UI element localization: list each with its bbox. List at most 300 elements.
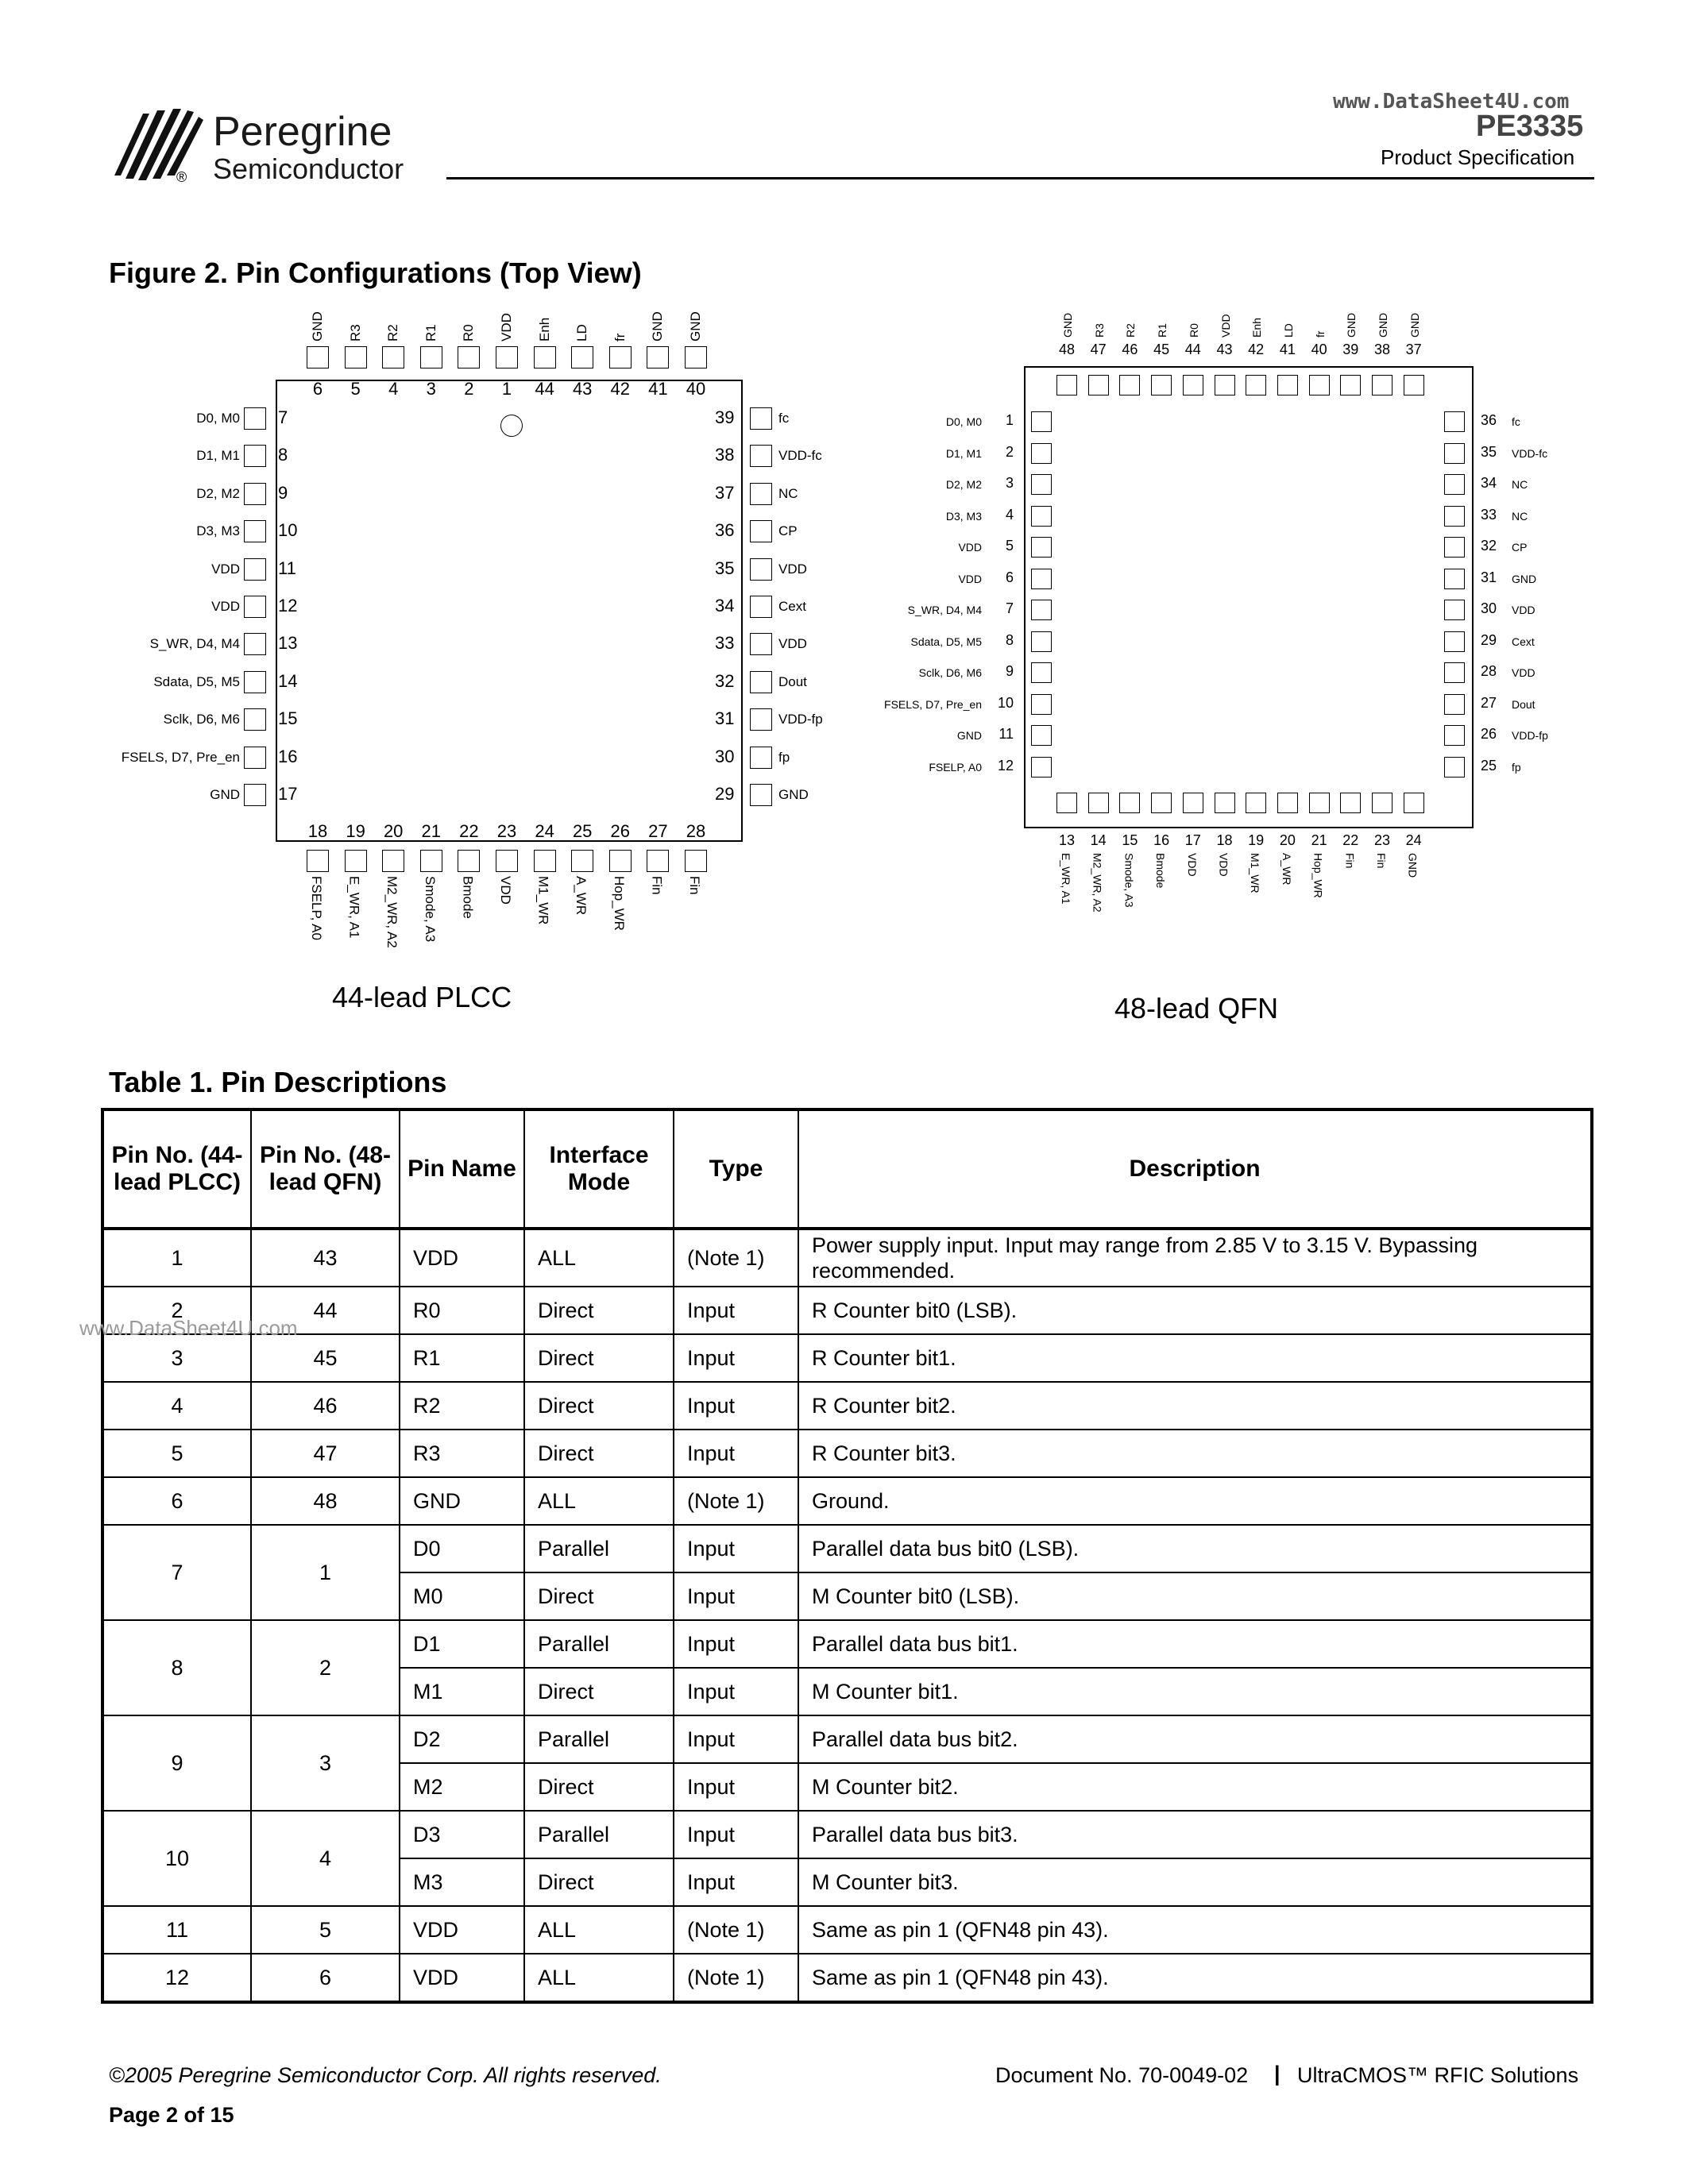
plcc-caption: 44-lead PLCC bbox=[332, 981, 512, 1013]
plcc-bottom-pin-number: 20 bbox=[383, 821, 404, 841]
cell-type: (Note 1) bbox=[674, 1477, 798, 1525]
cell-type: Input bbox=[674, 1572, 798, 1620]
plcc-right-pin-label: VDD-fp bbox=[778, 712, 823, 727]
qfn-top-pad bbox=[1340, 375, 1361, 396]
cell-description: Parallel data bus bit1. bbox=[798, 1620, 1592, 1668]
table-title: Table 1. Pin Descriptions bbox=[109, 1066, 447, 1098]
plcc-top-pin-number: 43 bbox=[572, 379, 593, 399]
qfn-right-pin-label: VDD-fp bbox=[1512, 729, 1548, 742]
plcc-bottom-pin-number: 28 bbox=[686, 821, 706, 841]
cell-description: R Counter bit2. bbox=[798, 1382, 1592, 1430]
qfn-bottom-pad bbox=[1056, 793, 1077, 813]
table-row bbox=[102, 1525, 1592, 1572]
plcc-left-pin-number: 8 bbox=[278, 445, 288, 465]
cell-pin-name: M1 bbox=[400, 1668, 524, 1715]
plcc-bottom-pin-label: Fin bbox=[649, 876, 665, 895]
qfn-bottom-pin-label: A_WR bbox=[1280, 853, 1293, 886]
qfn-top-pin-label: GND bbox=[1377, 312, 1389, 338]
plcc-right-pin-number: 37 bbox=[715, 482, 735, 503]
logo-name: Peregrine bbox=[213, 109, 392, 155]
plcc-top-pin-number: 4 bbox=[388, 379, 399, 399]
cell-pin-name: R3 bbox=[400, 1430, 524, 1477]
logo-subname: Semiconductor bbox=[213, 152, 404, 185]
cell-pin-name: D2 bbox=[400, 1715, 524, 1763]
qfn-left-pad bbox=[1031, 757, 1052, 778]
qfn-bottom-pad bbox=[1183, 793, 1203, 813]
plcc-top-pin-label: GND bbox=[650, 311, 666, 341]
plcc-top-pin-number: 2 bbox=[464, 379, 474, 399]
qfn-bottom-pin-number: 22 bbox=[1342, 832, 1359, 848]
plcc-left-pin-number: 15 bbox=[278, 708, 298, 729]
qfn-right-pin-label: VDD bbox=[1512, 604, 1535, 616]
plcc-right-pin-number: 36 bbox=[715, 520, 735, 541]
qfn-right-pin-number: 29 bbox=[1481, 631, 1497, 648]
page-number: Page 2 of 15 bbox=[109, 2103, 234, 2127]
table-row bbox=[102, 1477, 1592, 1525]
qfn-left-pin-number: 6 bbox=[1005, 569, 1014, 585]
qfn-top-pad bbox=[1119, 375, 1140, 396]
qfn-top-pad bbox=[1309, 375, 1330, 396]
plcc-right-pin-label: Cext bbox=[778, 599, 806, 614]
plcc-right-pin-label: CP bbox=[778, 523, 798, 539]
qfn-bottom-pin-number: 20 bbox=[1279, 832, 1296, 848]
plcc-right-pin-number: 39 bbox=[715, 407, 735, 427]
plcc-bottom-pin-label: FSELP, A0 bbox=[309, 876, 324, 940]
cell-description: R Counter bit1. bbox=[798, 1334, 1592, 1382]
qfn-left-pad bbox=[1031, 694, 1052, 715]
qfn-right-pad bbox=[1444, 569, 1465, 589]
plcc-top-pin-number: 5 bbox=[350, 379, 361, 399]
plcc-left-pin-label: D0, M0 bbox=[196, 411, 240, 426]
cell-pin-44: 8 bbox=[102, 1620, 251, 1715]
plcc-right-pin-number: 29 bbox=[715, 784, 735, 804]
qfn-bottom-pin-number: 13 bbox=[1058, 832, 1076, 848]
cell-pin-48: 45 bbox=[251, 1334, 400, 1382]
document-number: Document No. 70-0049-02 bbox=[995, 2063, 1249, 2087]
cell-pin-44: 5 bbox=[102, 1430, 251, 1477]
qfn-left-pad bbox=[1031, 537, 1052, 558]
qfn-bottom-pad bbox=[1404, 793, 1424, 813]
plcc-top-pin-label: R1 bbox=[423, 324, 438, 341]
cell-interface-mode: ALL bbox=[524, 1906, 674, 1954]
cell-interface-mode: Parallel bbox=[524, 1620, 674, 1668]
qfn-left-pin-label: D1, M1 bbox=[945, 446, 982, 460]
cell-interface-mode: Direct bbox=[524, 1668, 674, 1715]
qfn-top-pin-number: 40 bbox=[1311, 341, 1327, 357]
qfn-top-pad bbox=[1246, 375, 1266, 396]
plcc-top-pin-number: 6 bbox=[312, 379, 323, 399]
qfn-top-pad bbox=[1056, 375, 1077, 396]
plcc-top-pin-number: 1 bbox=[501, 379, 512, 399]
plcc-right-pin-label: Dout bbox=[778, 673, 807, 689]
qfn-top-pin-number: 41 bbox=[1279, 341, 1296, 357]
plcc-left-pin-label: D1, M1 bbox=[196, 448, 240, 464]
cell-type: Input bbox=[674, 1334, 798, 1382]
qfn-left-pad bbox=[1031, 569, 1052, 589]
plcc-bottom-pin-number: 21 bbox=[421, 821, 442, 841]
cell-type: (Note 1) bbox=[674, 1229, 798, 1287]
qfn-left-pin-number: 8 bbox=[1005, 631, 1014, 648]
cell-pin-48: 5 bbox=[251, 1906, 400, 1954]
cell-pin-name: VDD bbox=[400, 1229, 524, 1287]
cell-pin-48: 4 bbox=[251, 1811, 400, 1906]
qfn-left-pin-number: 4 bbox=[1005, 506, 1014, 523]
qfn-left-pin-label: Sclk, D6, M6 bbox=[918, 666, 982, 679]
qfn-bottom-pin-label: E_WR, A1 bbox=[1060, 853, 1072, 905]
qfn-bottom-pad bbox=[1372, 793, 1393, 813]
plcc-bottom-pin-number: 24 bbox=[535, 821, 554, 841]
qfn-top-pin-label: VDD bbox=[1219, 314, 1232, 338]
qfn-top-pad bbox=[1151, 375, 1172, 396]
qfn-left-pin-label: D0, M0 bbox=[945, 415, 982, 428]
cell-description: R Counter bit0 (LSB). bbox=[798, 1287, 1592, 1334]
plcc-right-pin-number: 34 bbox=[715, 596, 735, 615]
plcc-left-pin-label: VDD bbox=[211, 599, 240, 614]
cell-pin-48: 44 bbox=[251, 1287, 400, 1334]
cell-pin-44: 11 bbox=[102, 1906, 251, 1954]
qfn-bottom-pad bbox=[1215, 793, 1235, 813]
qfn-bottom-pin-label: Fin bbox=[1343, 853, 1357, 869]
qfn-left-pad bbox=[1031, 631, 1052, 652]
qfn-top-pad bbox=[1277, 375, 1298, 396]
qfn-bottom-pin-label: GND bbox=[1406, 853, 1420, 878]
cell-pin-44: 12 bbox=[102, 1954, 251, 2002]
cell-pin-name: GND bbox=[400, 1477, 524, 1525]
cell-pin-48: 6 bbox=[251, 1954, 400, 2002]
plcc-bottom-pin-label: M2_WR, A2 bbox=[384, 876, 400, 948]
table-row bbox=[102, 1229, 1592, 1287]
qfn-bottom-pin-number: 14 bbox=[1090, 832, 1107, 848]
product-id: PE3335 bbox=[1476, 110, 1584, 143]
qfn-bottom-pin-number: 15 bbox=[1122, 832, 1138, 848]
qfn-top-pin-number: 38 bbox=[1373, 341, 1391, 357]
qfn-bottom-pin-number: 24 bbox=[1405, 832, 1422, 848]
qfn-top-pin-label: GND bbox=[1061, 312, 1074, 338]
qfn-right-pin-label: NC bbox=[1512, 478, 1528, 491]
qfn-right-pin-label: VDD-fc bbox=[1512, 446, 1548, 460]
plcc-top-pin-label: GND bbox=[310, 311, 325, 341]
plcc-top-pin-label: VDD bbox=[499, 313, 514, 341]
qfn-top-pad bbox=[1404, 375, 1424, 396]
plcc-bottom-pin-number: 22 bbox=[459, 821, 479, 841]
plcc-bottom-pin-label: Hop_WR bbox=[611, 876, 627, 931]
qfn-right-pin-label: NC bbox=[1512, 509, 1528, 523]
cell-description: R Counter bit3. bbox=[798, 1430, 1592, 1477]
qfn-body bbox=[1024, 366, 1474, 828]
plcc-left-pin-number: 7 bbox=[278, 407, 288, 427]
cell-type: Input bbox=[674, 1382, 798, 1430]
qfn-right-pad bbox=[1444, 725, 1465, 746]
table-header-row bbox=[102, 1109, 1592, 1229]
plcc-left-pin-label: Sclk, D6, M6 bbox=[163, 712, 240, 727]
qfn-right-pin-label: VDD bbox=[1512, 666, 1535, 679]
cell-interface-mode: Direct bbox=[524, 1430, 674, 1477]
plcc-top-pin-label: LD bbox=[574, 324, 590, 341]
qfn-left-pin-label: D2, M2 bbox=[945, 478, 982, 491]
cell-pin-44: 4 bbox=[102, 1382, 251, 1430]
header-pin-44: Pin No. (44-lead PLCC) bbox=[102, 1109, 251, 1229]
qfn-left-pin-number: 1 bbox=[1005, 412, 1014, 428]
plcc-top-pin-label: fr bbox=[612, 333, 628, 341]
cell-pin-name: R1 bbox=[400, 1334, 524, 1382]
plcc-left-pin-number: 13 bbox=[278, 633, 298, 654]
qfn-top-pad bbox=[1183, 375, 1203, 396]
qfn-right-pin-number: 27 bbox=[1481, 694, 1497, 711]
plcc-right-pin-number: 35 bbox=[715, 558, 735, 578]
cell-pin-48: 47 bbox=[251, 1430, 400, 1477]
cell-description: Power supply input. Input may range from 2.85 V to 3.15 V. Bypassing recommended. bbox=[798, 1229, 1592, 1287]
cell-type: Input bbox=[674, 1763, 798, 1811]
logo-registered-mark: ® bbox=[176, 169, 187, 185]
cell-description: Same as pin 1 (QFN48 pin 43). bbox=[798, 1954, 1592, 2002]
plcc-top-pin-label: R2 bbox=[385, 324, 401, 341]
qfn-top-pin-label: R3 bbox=[1092, 323, 1106, 338]
cell-pin-48: 43 bbox=[251, 1229, 400, 1287]
qfn-diagram bbox=[0, 0, 1688, 993]
plcc-top-pin-number: 3 bbox=[426, 379, 436, 399]
cell-description: M Counter bit3. bbox=[798, 1858, 1592, 1906]
qfn-top-pin-number: 45 bbox=[1153, 341, 1170, 357]
qfn-right-pin-number: 26 bbox=[1481, 726, 1497, 742]
qfn-top-pad bbox=[1088, 375, 1109, 396]
plcc-left-pin-number: 17 bbox=[278, 784, 298, 804]
qfn-bottom-pad bbox=[1340, 793, 1361, 813]
cell-pin-name: M2 bbox=[400, 1763, 524, 1811]
qfn-left-pin-label: FSELS, D7, Pre_en bbox=[884, 697, 982, 711]
plcc-right-pin-number: 32 bbox=[715, 670, 735, 691]
plcc-right-pin-number: 30 bbox=[715, 746, 735, 766]
table-row bbox=[102, 1954, 1592, 2002]
cell-pin-name: D1 bbox=[400, 1620, 524, 1668]
qfn-bottom-pin-number: 16 bbox=[1153, 832, 1170, 848]
qfn-top-pin-number: 37 bbox=[1405, 341, 1422, 357]
plcc-right-pin-label: NC bbox=[778, 485, 798, 501]
cell-type: Input bbox=[674, 1811, 798, 1858]
plcc-bottom-pin-label: VDD bbox=[498, 876, 513, 905]
header-watermark: www.DataSheet4U.com bbox=[1333, 90, 1570, 114]
figure-title: Figure 2. Pin Configurations (Top View) bbox=[109, 257, 642, 289]
qfn-top-pin-number: 48 bbox=[1058, 341, 1076, 357]
plcc-bottom-pin-label: Fin bbox=[687, 876, 702, 895]
table-watermark: www.DataSheet4U.com bbox=[79, 1316, 298, 1340]
plcc-left-pin-label: D2, M2 bbox=[196, 485, 240, 501]
qfn-right-pad bbox=[1444, 600, 1465, 620]
qfn-bottom-pin-label: Bmode bbox=[1154, 853, 1168, 889]
qfn-bottom-pin-label: Smode, A3 bbox=[1122, 853, 1136, 908]
plcc-bottom-pin-number: 26 bbox=[610, 821, 631, 841]
qfn-right-pin-number: 28 bbox=[1481, 663, 1497, 679]
qfn-left-pin-number: 11 bbox=[999, 726, 1014, 742]
qfn-right-pad bbox=[1444, 537, 1465, 558]
qfn-bottom-pin-label: VDD bbox=[1217, 853, 1230, 877]
cell-description: Parallel data bus bit2. bbox=[798, 1715, 1592, 1763]
cell-pin-name: M3 bbox=[400, 1858, 524, 1906]
cell-interface-mode: Direct bbox=[524, 1287, 674, 1334]
cell-type: (Note 1) bbox=[674, 1954, 798, 2002]
qfn-top-pin-label: LD bbox=[1281, 323, 1295, 338]
cell-interface-mode: ALL bbox=[524, 1477, 674, 1525]
plcc-right-pin-label: VDD-fc bbox=[778, 448, 822, 464]
qfn-left-pin-number: 7 bbox=[1005, 600, 1014, 616]
plcc-top-pin-number: 42 bbox=[610, 379, 631, 399]
qfn-bottom-pad bbox=[1309, 793, 1330, 813]
qfn-right-pin-number: 30 bbox=[1481, 600, 1497, 616]
qfn-top-pin-label: GND bbox=[1345, 312, 1358, 338]
table-row bbox=[102, 1430, 1592, 1477]
cell-interface-mode: Direct bbox=[524, 1572, 674, 1620]
plcc-bottom-pin-number: 27 bbox=[648, 821, 668, 841]
cell-pin-44: 6 bbox=[102, 1477, 251, 1525]
cell-pin-name: M0 bbox=[400, 1572, 524, 1620]
cell-pin-44: 7 bbox=[102, 1525, 251, 1620]
header-pin-name: Pin Name bbox=[400, 1109, 524, 1229]
qfn-left-pad bbox=[1031, 443, 1052, 464]
plcc-bottom-pin-number: 18 bbox=[307, 821, 328, 841]
qfn-left-pin-label: Sdata, D5, M5 bbox=[910, 635, 982, 648]
cell-interface-mode: Direct bbox=[524, 1763, 674, 1811]
plcc-bottom-pin-label: A_WR bbox=[574, 876, 589, 916]
plcc-bottom-pin-label: Bmode bbox=[460, 876, 476, 919]
qfn-bottom-pin-number: 23 bbox=[1373, 832, 1391, 848]
cell-interface-mode: Parallel bbox=[524, 1525, 674, 1572]
qfn-top-pin-label: R2 bbox=[1124, 323, 1138, 338]
cell-pin-48: 2 bbox=[251, 1620, 400, 1715]
cell-pin-48: 48 bbox=[251, 1477, 400, 1525]
plcc-left-pin-number: 14 bbox=[278, 670, 298, 691]
plcc-left-pin-label: VDD bbox=[211, 561, 240, 577]
qfn-top-pin-number: 46 bbox=[1122, 341, 1138, 357]
qfn-top-pad bbox=[1372, 375, 1393, 396]
qfn-right-pad bbox=[1444, 631, 1465, 652]
cell-pin-44: 3 bbox=[102, 1334, 251, 1382]
cell-interface-mode: ALL bbox=[524, 1229, 674, 1287]
plcc-left-pin-number: 9 bbox=[278, 482, 288, 503]
qfn-bottom-pin-number: 21 bbox=[1311, 832, 1327, 848]
plcc-bottom-pin-label: E_WR, A1 bbox=[346, 876, 362, 939]
plcc-left-pin-label: D3, M3 bbox=[196, 523, 240, 539]
qfn-right-pin-label: Dout bbox=[1512, 697, 1535, 711]
qfn-left-pad bbox=[1031, 506, 1052, 527]
table-row bbox=[102, 1382, 1592, 1430]
qfn-right-pin-label: GND bbox=[1512, 572, 1537, 585]
cell-type: Input bbox=[674, 1668, 798, 1715]
solutions-tagline: UltraCMOS™ RFIC Solutions bbox=[1297, 2063, 1579, 2087]
plcc-right-pin-label: VDD bbox=[778, 636, 807, 652]
cell-interface-mode: Direct bbox=[524, 1858, 674, 1906]
qfn-bottom-pad bbox=[1119, 793, 1140, 813]
plcc-top-pin-label: R0 bbox=[461, 324, 477, 341]
header-type: Type bbox=[674, 1109, 798, 1229]
qfn-left-pin-label: D3, M3 bbox=[945, 509, 982, 523]
qfn-right-pin-label: fp bbox=[1512, 760, 1521, 774]
cell-description: M Counter bit0 (LSB). bbox=[798, 1572, 1592, 1620]
qfn-bottom-pin-label: VDD bbox=[1185, 853, 1199, 877]
qfn-bottom-pad bbox=[1088, 793, 1109, 813]
qfn-left-pad bbox=[1031, 474, 1052, 495]
table-row bbox=[102, 1334, 1592, 1382]
qfn-bottom-pin-label: M2_WR, A2 bbox=[1091, 853, 1104, 913]
plcc-top-pin-number: 41 bbox=[648, 379, 668, 399]
qfn-right-pin-number: 31 bbox=[1481, 569, 1497, 585]
table-row bbox=[102, 1906, 1592, 1954]
qfn-right-pad bbox=[1444, 757, 1465, 778]
plcc-bottom-pin-label: M1_WR bbox=[535, 876, 551, 925]
plcc-right-pin-number: 38 bbox=[715, 445, 735, 465]
qfn-right-pin-number: 32 bbox=[1481, 538, 1497, 554]
plcc-left-pin-label: GND bbox=[210, 787, 240, 802]
copyright: ©2005 Peregrine Semiconductor Corp. All rights reserved. bbox=[109, 2063, 662, 2087]
header-description: Description bbox=[798, 1109, 1592, 1229]
qfn-left-pad bbox=[1031, 411, 1052, 432]
qfn-top-pin-number: 47 bbox=[1090, 341, 1107, 357]
qfn-right-pad bbox=[1444, 506, 1465, 527]
cell-description: M Counter bit1. bbox=[798, 1668, 1592, 1715]
qfn-right-pin-label: Cext bbox=[1512, 635, 1535, 648]
header-pin-48: Pin No. (48-lead QFN) bbox=[251, 1109, 400, 1229]
plcc-bottom-pin-label: Smode, A3 bbox=[422, 876, 438, 943]
plcc-right-pin-number: 33 bbox=[715, 633, 735, 654]
cell-pin-44: 10 bbox=[102, 1811, 251, 1906]
plcc-left-pin-label: S_WR, D4, M4 bbox=[149, 636, 240, 652]
plcc-top-pin-number: 44 bbox=[535, 379, 554, 399]
plcc-right-pin-number: 31 bbox=[715, 708, 735, 729]
qfn-top-pin-number: 39 bbox=[1342, 341, 1359, 357]
qfn-bottom-pin-label: Hop_WR bbox=[1311, 853, 1325, 898]
qfn-right-pin-number: 33 bbox=[1481, 506, 1497, 523]
plcc-bottom-pin-number: 25 bbox=[572, 821, 593, 841]
plcc-left-pin-number: 11 bbox=[278, 558, 296, 578]
qfn-right-pad bbox=[1444, 694, 1465, 715]
qfn-bottom-pin-label: Fin bbox=[1375, 853, 1388, 869]
qfn-right-pad bbox=[1444, 411, 1465, 432]
qfn-caption: 48-lead QFN bbox=[1114, 992, 1279, 1024]
cell-description: M Counter bit2. bbox=[798, 1763, 1592, 1811]
cell-pin-44: 1 bbox=[102, 1229, 251, 1287]
plcc-right-pin-label: GND bbox=[778, 787, 809, 802]
qfn-left-pin-number: 3 bbox=[1005, 475, 1014, 491]
plcc-left-pin-number: 12 bbox=[278, 596, 298, 615]
plcc-top-pin-label: R3 bbox=[347, 324, 363, 341]
cell-pin-48: 46 bbox=[251, 1382, 400, 1430]
qfn-bottom-pad bbox=[1246, 793, 1266, 813]
table-row bbox=[102, 1287, 1592, 1334]
qfn-top-pin-number: 44 bbox=[1184, 341, 1201, 357]
header-interface-mode: Interface Mode bbox=[524, 1109, 674, 1229]
qfn-right-pin-number: 34 bbox=[1481, 475, 1497, 491]
cell-type: Input bbox=[674, 1715, 798, 1763]
cell-interface-mode: Parallel bbox=[524, 1811, 674, 1858]
plcc-top-pin-label: GND bbox=[688, 311, 703, 341]
qfn-left-pin-number: 2 bbox=[1005, 443, 1014, 460]
cell-pin-name: VDD bbox=[400, 1906, 524, 1954]
qfn-left-pin-label: VDD bbox=[958, 541, 982, 554]
plcc-left-pin-label: Sdata, D5, M5 bbox=[153, 673, 240, 689]
plcc-left-pin-number: 10 bbox=[278, 520, 298, 541]
cell-description: Same as pin 1 (QFN48 pin 43). bbox=[798, 1906, 1592, 1954]
qfn-left-pad bbox=[1031, 725, 1052, 746]
qfn-bottom-pin-number: 18 bbox=[1216, 832, 1233, 848]
qfn-top-pin-label: GND bbox=[1408, 312, 1421, 338]
qfn-right-pad bbox=[1444, 443, 1465, 464]
cell-type: Input bbox=[674, 1430, 798, 1477]
cell-pin-name: R0 bbox=[400, 1287, 524, 1334]
plcc-right-pin-label: VDD bbox=[778, 561, 807, 577]
qfn-left-pin-label: S_WR, D4, M4 bbox=[907, 604, 982, 616]
plcc-left-pin-label: FSELS, D7, Pre_en bbox=[121, 749, 240, 765]
cell-pin-name: D0 bbox=[400, 1525, 524, 1572]
qfn-right-pad bbox=[1444, 474, 1465, 495]
qfn-left-pin-number: 12 bbox=[997, 757, 1014, 774]
